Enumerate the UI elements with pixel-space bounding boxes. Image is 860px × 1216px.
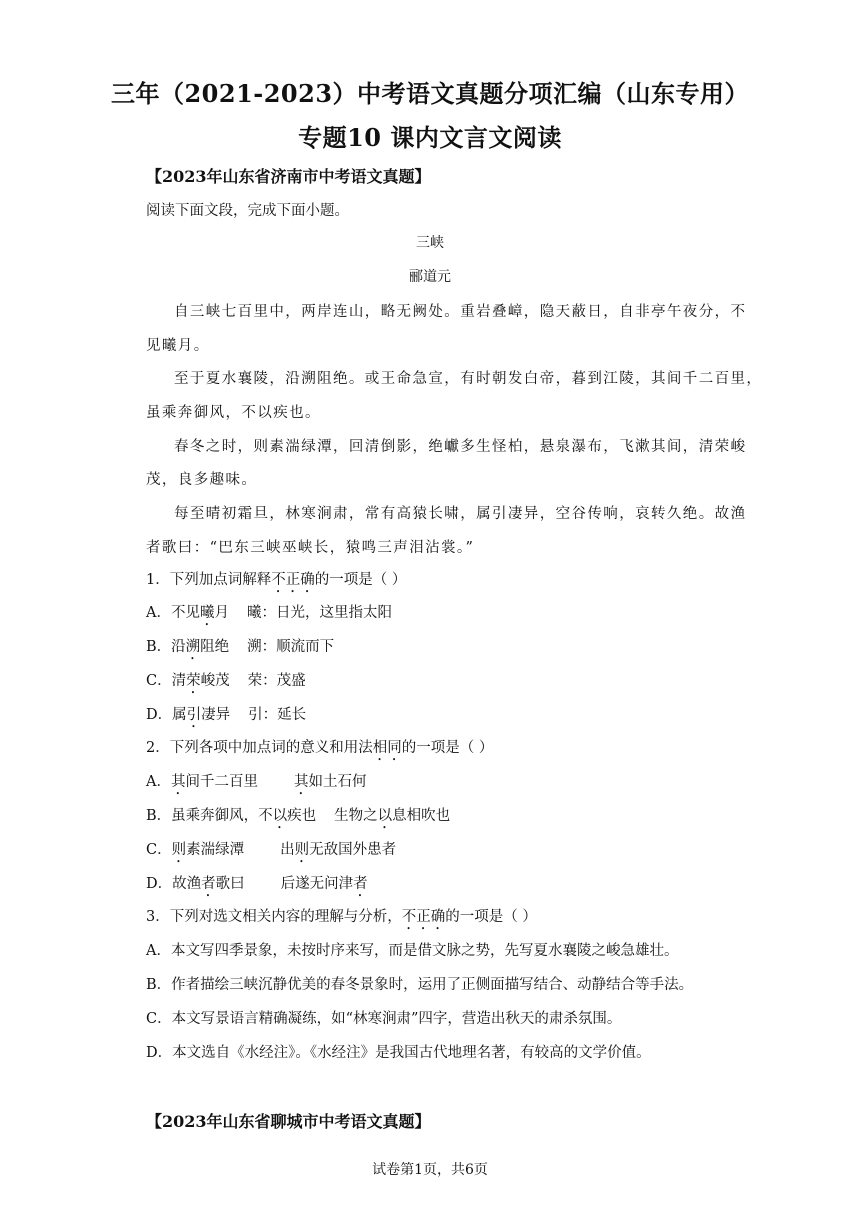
question-2-stem: 2．下列各项中加点词的意义和用法相同的一项是（ ） — [146, 740, 494, 756]
question-1-stem: 1．下列加点词解释不正确的一项是（ ） — [146, 572, 407, 588]
section-heading-liaocheng: 【2023年山东省聊城市中考语文真题】 — [146, 1112, 431, 1131]
question-1-option-a: A．不见曦月 曦：日光，这里指太阳 — [146, 605, 392, 621]
passage-title: 三峡 — [416, 235, 444, 251]
question-2-option-d: D．故渔者歌曰 后遂无问津者 — [146, 876, 368, 892]
passage-paragraph-2: 至于夏水襄陵，沿溯阻绝。或王命急宣，有时朝发白帝，暮到江陵，其间千二百里， — [174, 371, 763, 387]
question-3-option-a: A．本文写四季景象，未按时序来写，而是借文脉之势，先写夏水襄陵之峻急雄壮。 — [146, 943, 679, 959]
page-footer: 试卷第1页，共6页 — [372, 1162, 488, 1178]
question-2-option-b: B．虽乘奔御风，不以疾也 生物之以息相吹也 — [146, 808, 451, 824]
question-3-stem: 3．下列对选文相关内容的理解与分析，不正确的一项是（ ） — [146, 909, 537, 925]
question-1-option-c: C．清荣峻茂 荣：茂盛 — [146, 673, 306, 689]
question-1-option-d: D．属引凄异 引：延长 — [146, 707, 307, 723]
question-2-option-a: A．其间千二百里 其如土石何 — [146, 774, 367, 790]
passage-paragraph-1: 自三峡七百里中，两岸连山，略无阙处。重岩叠嶂，隐天蔽日，自非亭午夜分，不 — [174, 304, 747, 320]
question-2-option-c: C．则素湍绿潭 出则无敌国外患者 — [146, 842, 397, 858]
reading-instruction: 阅读下面文段，完成下面小题。 — [146, 203, 349, 219]
passage-paragraph-1-cont: 见曦月。 — [146, 338, 210, 354]
section-heading-jinan: 【2023年山东省济南市中考语文真题】 — [146, 167, 431, 186]
question-3-option-c: C．本文写景语言精确凝练，如“林寒涧肃”四字，营造出秋天的肃杀氛围。 — [146, 1011, 622, 1027]
passage-author: 郦道元 — [409, 269, 451, 285]
question-1-option-b: B．沿溯阻绝 溯：顺流而下 — [146, 639, 335, 655]
question-3-option-b: B．作者描绘三峡沉静优美的春冬景象时，运用了正侧面描写结合、动静结合等手法。 — [146, 977, 694, 993]
passage-paragraph-2-cont: 虽乘奔御风，不以疾也。 — [146, 405, 321, 421]
document-subtitle: 专题10 课内文言文阅读 — [298, 123, 562, 152]
passage-paragraph-4-cont: 者歌曰：“巴东三峡巫峡长，猿鸣三声泪沾裳。” — [146, 540, 475, 556]
passage-paragraph-3-cont: 茂，良多趣味。 — [146, 472, 258, 488]
document-title: 三年（2021-2023）中考语文真题分项汇编（山东专用） — [110, 79, 750, 108]
passage-paragraph-3: 春冬之时，则素湍绿潭，回清倒影，绝巘多生怪柏，悬泉瀑布，飞漱其间，清荣峻 — [174, 439, 747, 455]
passage-paragraph-4: 每至晴初霜旦，林寒涧肃，常有高猿长啸，属引凄异，空谷传响，哀转久绝。故渔 — [174, 506, 747, 522]
question-3-option-d: D．本文选自《水经注》。《水经注》是我国古代地理名著，有较高的文学价值。 — [146, 1045, 651, 1061]
